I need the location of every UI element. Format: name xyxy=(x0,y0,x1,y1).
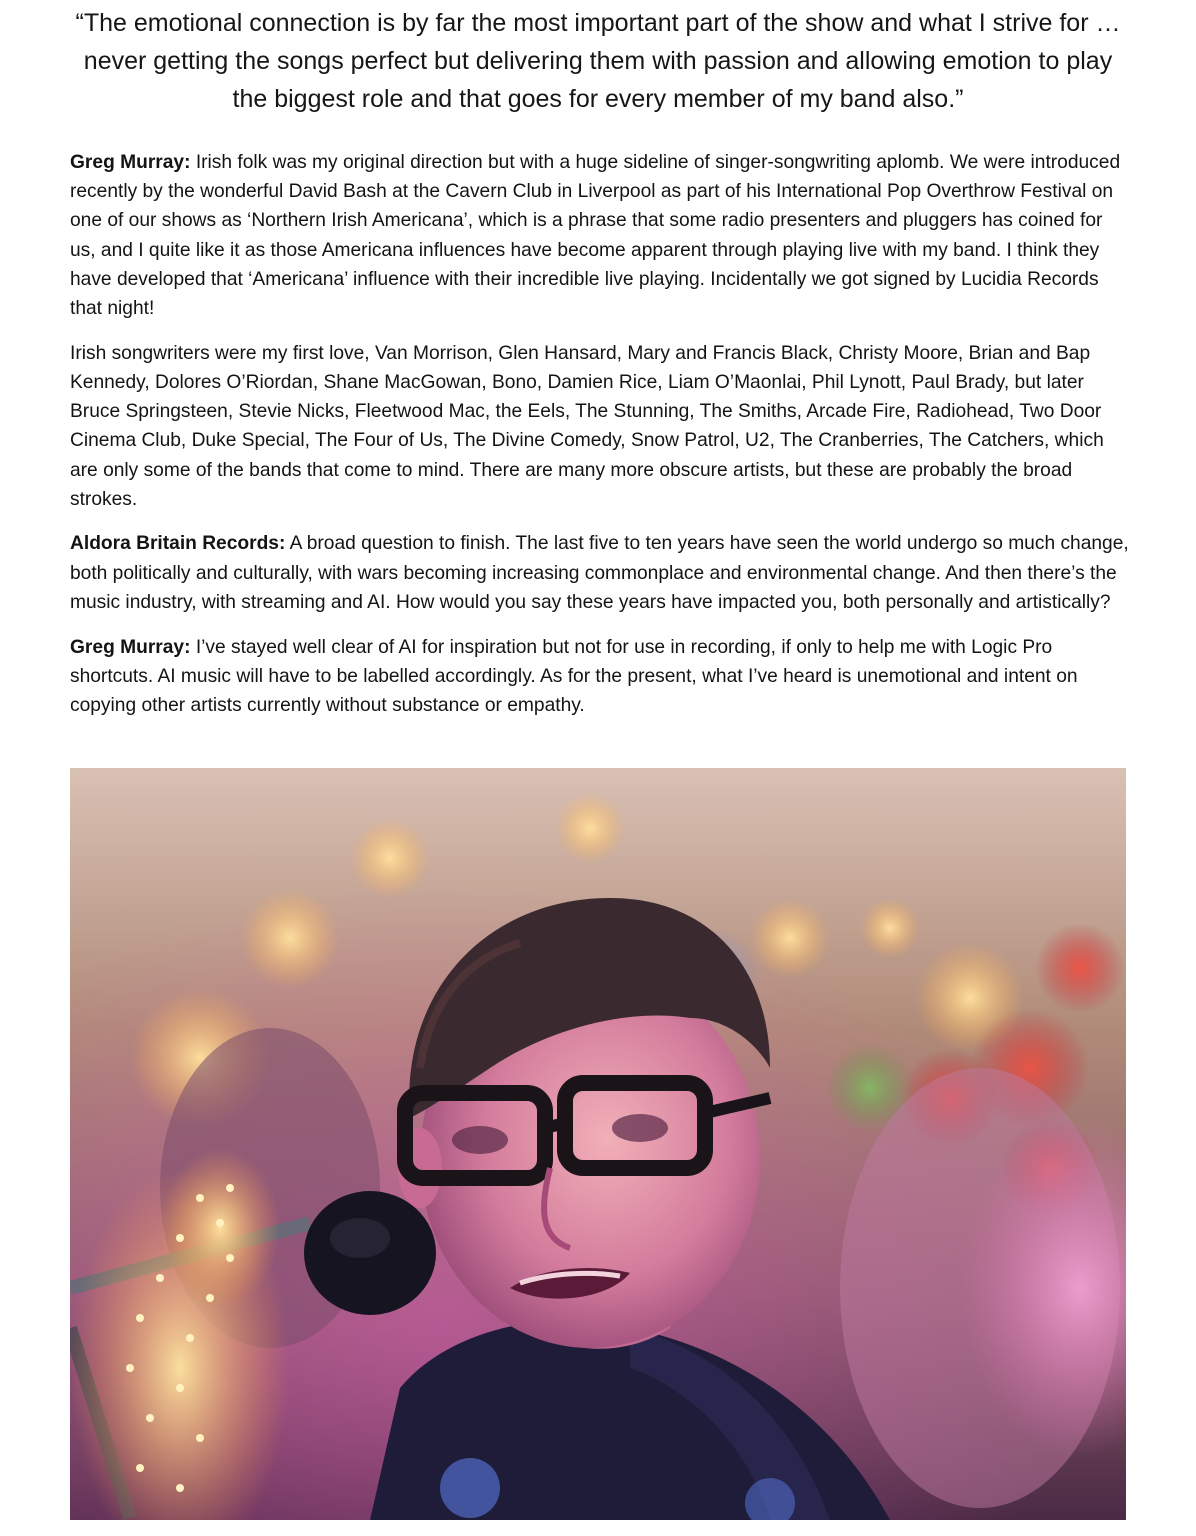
interview-paragraph xyxy=(70,148,1130,323)
interview-paragraph xyxy=(70,339,1130,514)
speaker-name: Aldora Britain Records: xyxy=(70,533,286,555)
interview-body xyxy=(70,148,1130,736)
speaker-name: Greg Murray: xyxy=(70,636,191,658)
paragraph-text: Irish songwriters were my first love, Van Morrison, Glen Hansard, Mary and Francis Black, Christy Moore, Brian and Bap Kennedy, Dolores O’Riordan, Shane MacGowan, Bono, Damien Rice, Liam O’Maonlai, Phil Lynott, Paul Brady, but later Bruce Springsteen, Stevie Nicks, Fleetwood Mac, the Eels, The Stunning, The Smiths, Arcade Fire, Radiohead, Two Door Cinema Club, Duke Special, The Four of Us, The Divine Comedy, Snow Patrol, U2, The Cranberries, The Catchers, which are only some of the bands that come to mind. There are many more obscure artists, but these are probably the broad strokes. xyxy=(70,342,1104,510)
speaker-name: Greg Murray: xyxy=(70,152,191,173)
interview-paragraph xyxy=(70,633,1130,721)
paragraph-text: Irish folk was my original direction but with a huge sideline of singer-songwriting aplomb. We were introduced recently by the wonderful David Bash at the Cavern Club in Liverpool as part of his International Pop Overthrow Festival on one of our shows as ‘Northern Irish Americana’, which is a phrase that some radio presenters and pluggers has coined for us, and I quite like it as those Americana influences have become apparent through playing live with my band. I think they have developed that ‘Americana’ influence with their incredible live playing. Incidentally we got signed by Lucidia Records that night! xyxy=(70,152,1121,320)
paragraph-text: A broad question to finish. The last five to ten years have seen the world undergo so much change, both politically and culturally, with wars becoming increasing commonplace and environmental change. And then there’s the music industry, with streaming and AI. How would you say these years have impacted you, both personally and artistically? xyxy=(70,533,1129,613)
paragraph-text: I’ve stayed well clear of AI for inspiration but not for use in recording, if only to help me with Logic Pro shortcuts. AI music will have to be labelled accordingly. As for the present, what I’ve heard is unemotional and intent on copying other artists currently without substance or empathy. xyxy=(70,636,1078,716)
interview-paragraph xyxy=(70,529,1130,617)
performer-photo xyxy=(70,768,1126,1520)
pull-quote: “The emotional connection is by far the most important part of the show and what I strive for … never getting the songs perfect but delivering them with passion and allowing emotion to play the biggest role and that goes for every member of my band also.” xyxy=(75,9,1121,113)
